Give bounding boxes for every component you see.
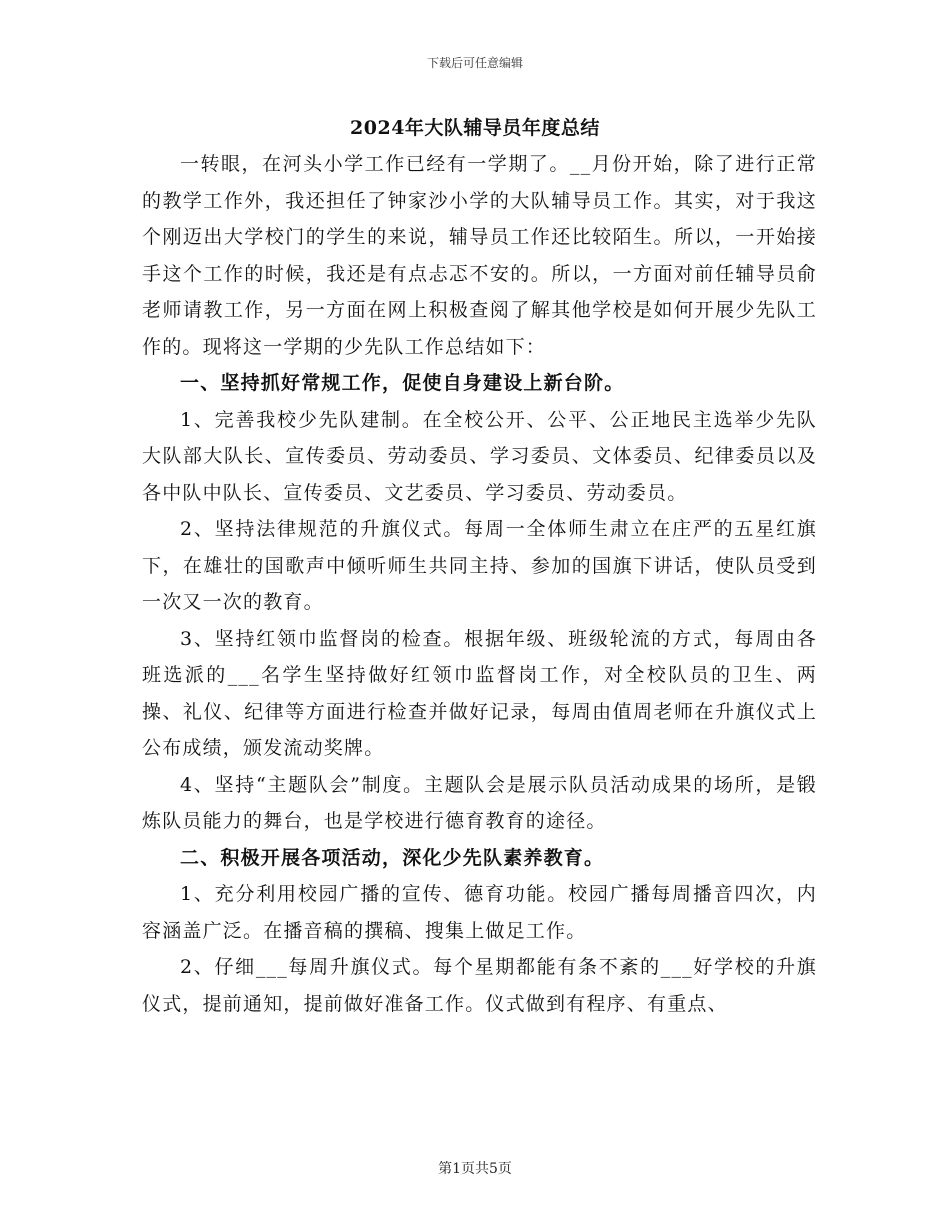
- intro-paragraph: 一转眼，在河头小学工作已经有一学期了。__月份开始，除了进行正常的教学工作外，我还担任了钟家沙小学的大队辅导员工作。其实，对于我这个刚迈出大学校门的学生的来说，辅导员工作还比较陌生。所以，一开始接手这个工作的时候，我还是有点忐忑不安的。所以，一方面对前任辅导员俞老师请教工作，另一方面在网上积极查阅了解其他学校是如何开展少先队工作的。现将这一学期的少先队工作总结如下：: [142, 153, 817, 358]
- section-1-item-1: 1、完善我校少先队建制。在全校公开、公平、公正地民主选举少先队大队部大队长、宣传委员、劳动委员、学习委员、文体委员、纪律委员以及各中队中队长、宣传委员、文艺委员、学习委员、劳动委员。: [142, 408, 817, 504]
- document-title: 2024年大队辅导员年度总结: [350, 117, 600, 139]
- section-1-item-2: 2、坚持法律规范的升旗仪式。每周一全体师生肃立在庄严的五星红旗下，在雄壮的国歌声中倾听师生共同主持、参加的国旗下讲话，使队员受到一次又一次的教育。: [142, 518, 817, 613]
- section-2-item-1: 1、充分利用校园广播的宣传、德育功能。校园广播每周播音四次，内容涵盖广泛。在播音稿的撰稿、搜集上做足工作。: [142, 883, 817, 942]
- document-body: [142, 146, 817, 1022]
- page-number-footer: 第1页共5页: [438, 1161, 512, 1177]
- section-1-item-4: 4、坚持“主题队会”制度。主题队会是展示队员活动成果的场所，是锻炼队员能力的舞台，也是学校进行德育教育的途径。: [142, 773, 817, 832]
- section-2-item-2: 2、仔细___每周升旗仪式。每个星期都能有条不紊的___好学校的升旗仪式，提前通知，提前做好准备工作。仪式做到有程序、有重点、: [142, 956, 817, 1015]
- section-heading-1: 一、坚持抓好常规工作，促使自身建设上新台阶。: [180, 372, 625, 394]
- section-1-item-3: 3、坚持红领巾监督岗的检查。根据年级、班级轮流的方式，每周由各班选派的___名学生坚持做好红领巾监督岗工作，对全校队员的卫生、两操、礼仪、纪律等方面进行检查并做好记录，每周由值周老师在升旗仪式上公布成绩，颁发流动奖牌。: [142, 627, 817, 759]
- header-note: 下载后可任意编辑: [426, 56, 523, 70]
- section-heading-2: 二、积极开展各项活动，深化少先队素养教育。: [180, 846, 605, 869]
